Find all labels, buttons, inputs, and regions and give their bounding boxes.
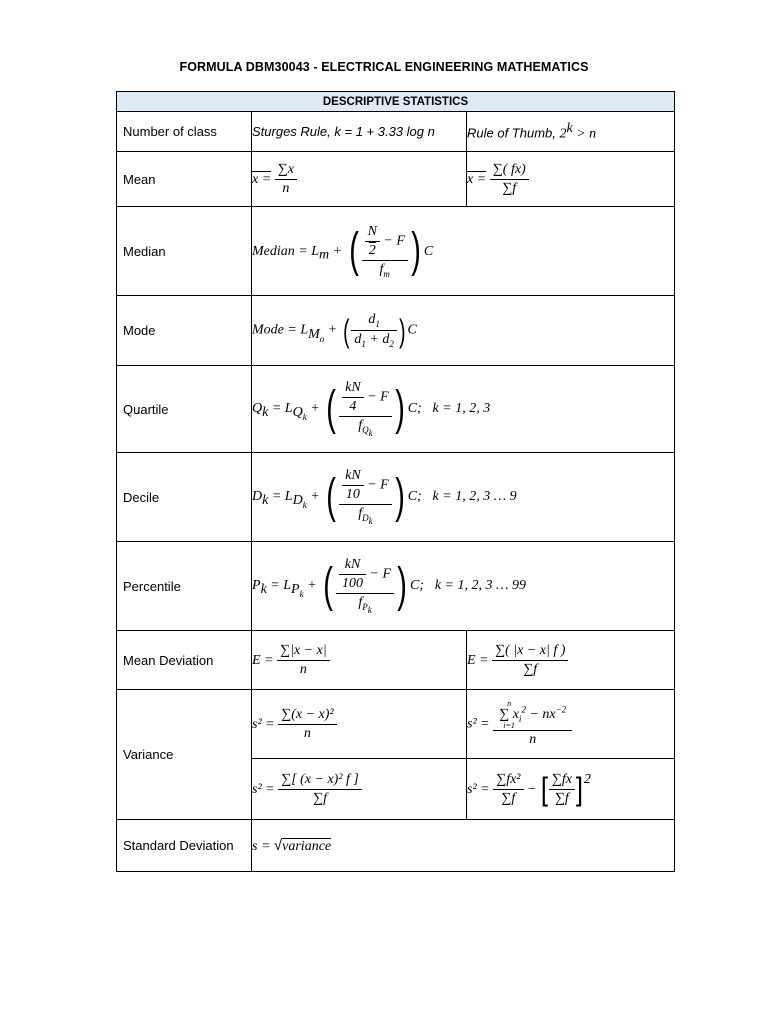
plus: + xyxy=(329,243,346,259)
denominator: ∑f xyxy=(313,790,327,806)
eq-sub-text: D xyxy=(292,493,303,509)
right-bracket: ] xyxy=(575,771,583,807)
numerator: ∑|x − x| xyxy=(277,643,330,661)
eq-subsub: k xyxy=(299,588,304,599)
row-quartile xyxy=(117,366,675,453)
right-paren: ) xyxy=(397,559,407,612)
k-values: k = 1, 2, 3 … 99 xyxy=(434,578,526,594)
k-values: k = 1, 2, 3 xyxy=(432,401,491,417)
fraction xyxy=(339,380,392,438)
eq-sub xyxy=(293,493,307,508)
fraction xyxy=(351,312,396,349)
mean-deviation-grouped xyxy=(467,631,675,690)
inner-denominator: 4 xyxy=(349,399,357,415)
fraction xyxy=(490,162,529,197)
denominator: n xyxy=(529,732,537,747)
left-paren: ( xyxy=(323,559,333,612)
mode-formula xyxy=(252,296,675,366)
row-percentile xyxy=(117,542,675,631)
fraction xyxy=(339,468,392,526)
lhs-sub-text: M xyxy=(308,326,320,342)
inner-numerator: kN xyxy=(339,557,366,575)
tail: C xyxy=(423,243,434,259)
den-a: d xyxy=(354,332,362,347)
den-b: d xyxy=(382,332,390,347)
row-label: Number of class xyxy=(117,112,252,152)
right-paren: ) xyxy=(394,470,405,523)
document-title: FORMULA DBM30043 - ELECTRICAL ENGINEERING MATHEMATICS xyxy=(179,60,589,74)
sqrt-sign: √ xyxy=(273,836,283,854)
fraction-1 xyxy=(493,772,523,807)
lhs: s² = xyxy=(467,716,490,732)
eq: = L xyxy=(268,401,293,417)
eq-sub xyxy=(293,405,307,420)
minus-f: − F xyxy=(363,389,389,405)
den-f: f xyxy=(358,506,363,522)
fraction xyxy=(336,557,394,615)
row-label: Median xyxy=(117,207,252,296)
inner-numerator: kN xyxy=(342,468,364,486)
row-label: Variance xyxy=(117,690,252,820)
denominator xyxy=(351,331,396,349)
lhs: E = xyxy=(467,652,489,668)
minus-f: − F xyxy=(366,566,392,582)
tail: C; xyxy=(410,578,424,594)
inner-denominator: 100 xyxy=(342,576,364,592)
plus: + xyxy=(306,401,324,417)
row-number-of-class xyxy=(117,112,675,152)
den-sub: P xyxy=(362,602,368,612)
radicand: variance xyxy=(282,838,332,854)
minus: − xyxy=(523,781,540,797)
decile-formula xyxy=(252,453,675,542)
fraction xyxy=(278,772,362,807)
tail: C; xyxy=(407,401,422,417)
row-variance-a xyxy=(117,690,675,759)
lhs-sub xyxy=(308,327,324,342)
plus: + xyxy=(303,578,321,594)
fraction xyxy=(493,700,572,748)
formula-table xyxy=(116,91,675,872)
den-subsub: k xyxy=(368,427,373,438)
inner-numerator: kN xyxy=(342,380,364,398)
thumb-exponent: k xyxy=(566,120,573,136)
den-sub: Q xyxy=(362,425,369,435)
left-paren: ( xyxy=(342,312,350,349)
row-standard-deviation xyxy=(117,820,675,872)
minus-f: − F xyxy=(363,477,389,493)
minus-nx: − nx xyxy=(525,707,556,723)
eq-sub-text: Q xyxy=(292,405,303,421)
denominator: n xyxy=(303,725,311,741)
numerator: ∑fx xyxy=(549,772,575,790)
right-paren: ) xyxy=(398,312,406,349)
standard-deviation-formula xyxy=(252,820,675,872)
den-f: f xyxy=(358,595,363,611)
numerator xyxy=(362,224,408,261)
inner-fraction xyxy=(365,224,380,259)
row-mode xyxy=(117,296,675,366)
x-sup: 2 xyxy=(521,704,526,715)
mean-ungrouped-formula xyxy=(252,152,467,207)
denominator xyxy=(339,417,392,438)
num-d: d xyxy=(368,312,376,328)
median-formula xyxy=(252,207,675,296)
lhs: E = xyxy=(252,652,274,668)
denominator: ∑f xyxy=(502,180,517,196)
lhs-sub: k xyxy=(262,405,269,421)
lhs-sub: m xyxy=(319,247,330,263)
numerator xyxy=(351,312,396,331)
denominator xyxy=(362,261,408,279)
row-label: Quartile xyxy=(117,366,252,453)
bracket-sup: 2 xyxy=(583,771,591,787)
lhs: Median = L xyxy=(252,243,319,259)
lhs: Mode = L xyxy=(252,322,309,338)
denominator: ∑f xyxy=(523,661,538,677)
lhs-sub: k xyxy=(260,582,267,598)
eq-sub-text: P xyxy=(291,582,300,598)
denominator: n xyxy=(299,661,307,677)
percentile-formula xyxy=(252,542,675,631)
left-bracket: [ xyxy=(540,771,548,807)
fraction-2 xyxy=(549,772,575,807)
numerator xyxy=(339,380,392,417)
lhs: s² = xyxy=(252,781,275,797)
lhs: s² = xyxy=(252,716,275,732)
numerator: ∑x xyxy=(275,162,297,180)
denominator xyxy=(336,594,394,615)
eq-subsub: k xyxy=(302,499,307,510)
right-paren: ) xyxy=(411,224,421,277)
quartile-formula xyxy=(252,366,675,453)
numerator xyxy=(493,700,572,731)
sum-upper: n xyxy=(507,699,512,708)
den-b-sub: 2 xyxy=(389,338,394,349)
den-plus: + xyxy=(365,332,383,347)
num-sub: 1 xyxy=(375,319,380,329)
eq: = L xyxy=(266,578,292,594)
numerator xyxy=(336,557,394,594)
rule-of-thumb xyxy=(467,112,675,152)
den-subsub: k xyxy=(367,604,372,615)
lhs: x = xyxy=(252,171,272,187)
section-header: DESCRIPTIVE STATISTICS xyxy=(117,92,675,112)
fraction xyxy=(277,643,330,678)
variance-formula-a xyxy=(252,690,467,759)
plus: + xyxy=(324,322,341,338)
variance-formula-d xyxy=(467,759,675,820)
sum-x: ∑ x xyxy=(499,707,519,722)
den-f: f xyxy=(358,418,363,434)
den-sub: D xyxy=(362,513,369,523)
right-paren: ) xyxy=(394,382,405,435)
left-paren: ( xyxy=(348,224,359,277)
k-values: k = 1, 2, 3 … 9 xyxy=(432,489,517,505)
lhs: P xyxy=(252,578,261,594)
inner-fraction xyxy=(342,380,364,415)
row-mean-deviation xyxy=(117,631,675,690)
inner-denominator: 2 xyxy=(368,242,376,258)
row-label: Mode xyxy=(117,296,252,366)
thumb-text: Rule of Thumb, xyxy=(467,125,560,141)
lhs-sub: k xyxy=(262,493,269,509)
variance-formula-b xyxy=(467,690,675,759)
thumb-base: 2 xyxy=(559,126,567,142)
fraction xyxy=(362,224,408,279)
row-decile xyxy=(117,453,675,542)
fraction xyxy=(492,643,568,678)
numerator: ∑(x − x)² xyxy=(278,707,336,725)
den-subsub: k xyxy=(368,515,373,526)
left-paren: ( xyxy=(326,470,336,523)
inner-denominator: 10 xyxy=(345,487,360,503)
mean-grouped-formula xyxy=(467,152,675,207)
lhs: s² = xyxy=(467,781,490,797)
sturges-text: Sturges Rule, k = 1 + 3.33 log n xyxy=(252,124,435,139)
row-label: Percentile xyxy=(117,542,252,631)
tail: C xyxy=(407,322,417,338)
numerator: ∑fx² xyxy=(493,772,523,790)
denominator: ∑f xyxy=(501,790,516,806)
numerator: ∑[ (x − x)² f ] xyxy=(278,772,362,790)
row-label: Standard Deviation xyxy=(117,820,252,872)
nx-sup: −2 xyxy=(555,704,567,715)
lhs: s = xyxy=(252,838,274,854)
row-label: Decile xyxy=(117,453,252,542)
denominator: ∑f xyxy=(554,790,569,806)
lhs: Q xyxy=(252,401,263,417)
numerator: ∑( |x − x| f ) xyxy=(492,643,568,661)
sum-lower: i=1 xyxy=(503,721,515,730)
variance-formula-c xyxy=(252,759,467,820)
numerator xyxy=(339,468,392,505)
thumb-rest: > n xyxy=(572,126,597,142)
sturges-rule xyxy=(252,112,467,152)
lhs: x = xyxy=(467,171,487,187)
inner-numerator: N xyxy=(365,224,380,242)
row-median xyxy=(117,207,675,296)
eq-subsub: k xyxy=(302,411,307,422)
tail: C; xyxy=(407,489,422,505)
plus: + xyxy=(306,489,324,505)
denominator xyxy=(339,505,392,526)
inner-fraction xyxy=(342,468,364,503)
den-sub: m xyxy=(383,268,390,279)
row-mean xyxy=(117,152,675,207)
eq: = L xyxy=(268,489,293,505)
row-label: Mean xyxy=(117,152,252,207)
lhs-subsub: o xyxy=(319,333,325,344)
den-f: f xyxy=(379,261,384,277)
minus-f: − F xyxy=(379,233,405,249)
row-label: Mean Deviation xyxy=(117,631,252,690)
mean-deviation-ungrouped xyxy=(252,631,467,690)
inner-fraction xyxy=(339,557,366,592)
numerator: ∑( fx) xyxy=(490,162,529,180)
fraction xyxy=(278,707,336,742)
denominator: n xyxy=(282,180,290,196)
fraction xyxy=(275,162,297,197)
lhs: D xyxy=(252,489,263,505)
left-paren: ( xyxy=(326,382,336,435)
x-sub: i xyxy=(518,714,522,725)
sum-limits xyxy=(499,700,519,730)
den-a-sub: 1 xyxy=(361,338,366,349)
eq-sub xyxy=(291,582,304,597)
